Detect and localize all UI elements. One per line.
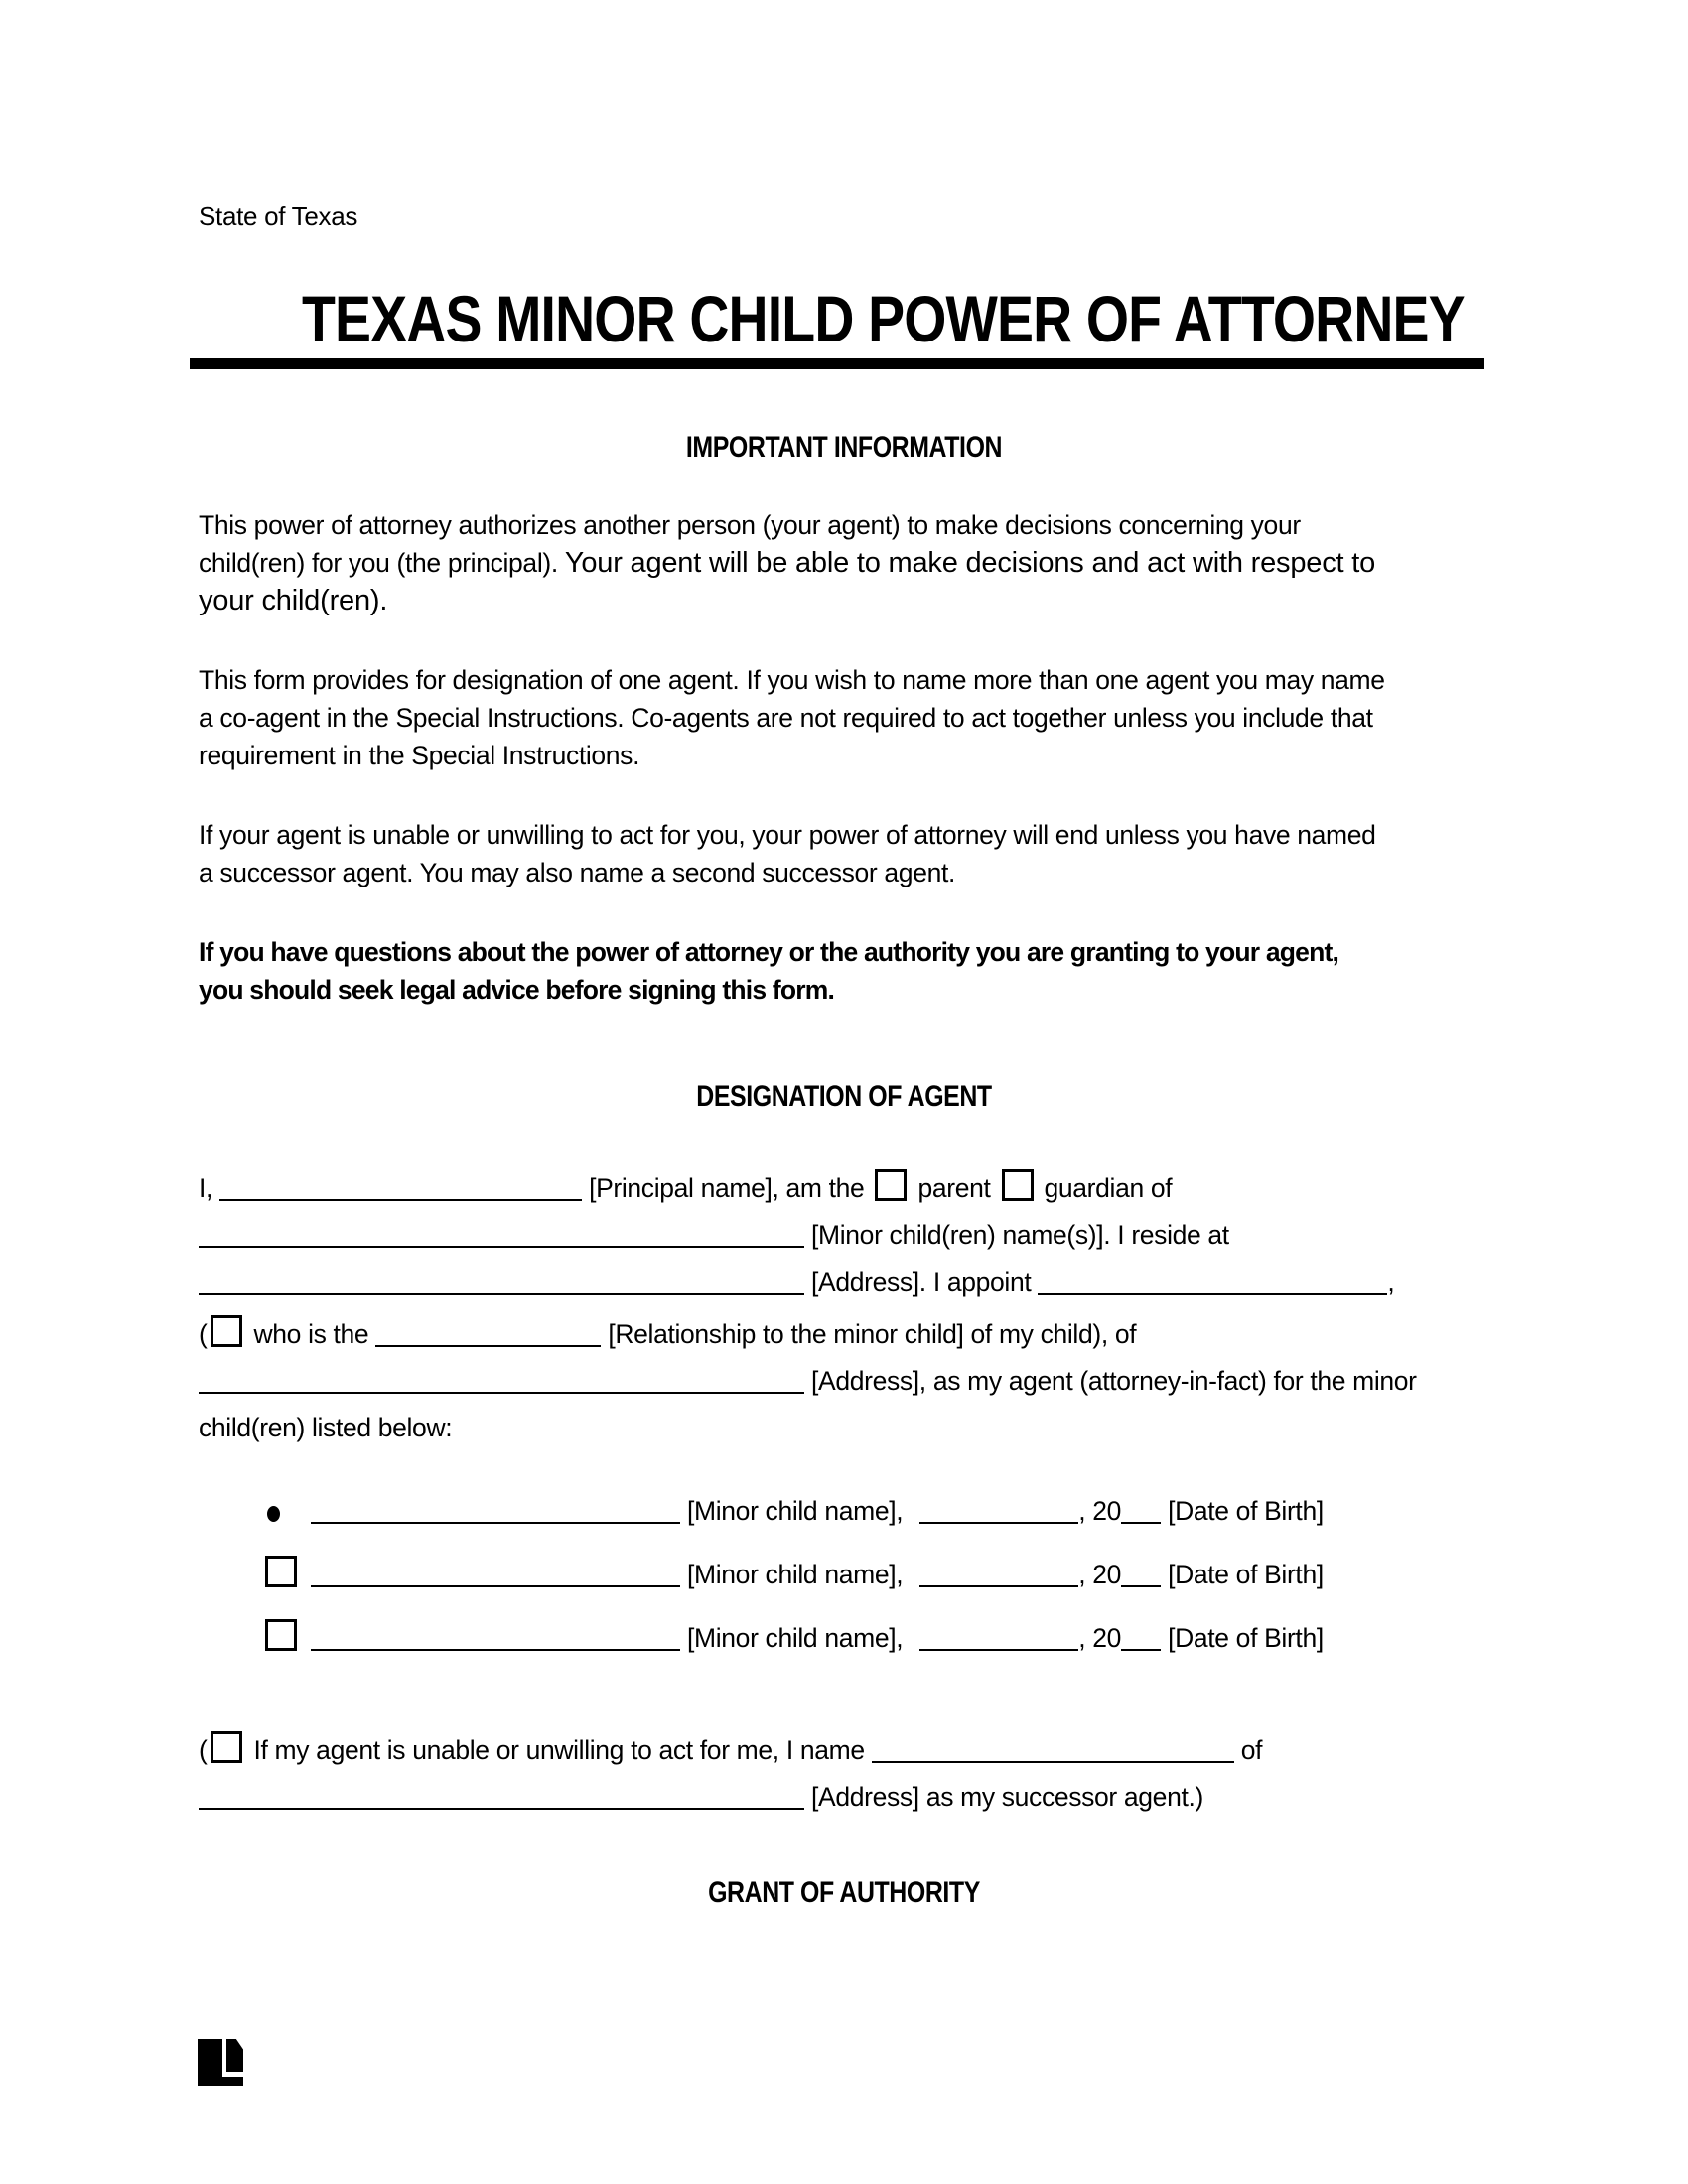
state-line: State of Texas [199,202,358,231]
guardian-checkbox[interactable] [1002,1169,1034,1201]
paragraph-line: If your agent is unable or unwilling to act for you, your power of attorney will end unless you have named [199,820,1376,850]
paragraph-line: If you have questions about the power of attorney or the authority you are granting to your agent, [199,937,1339,967]
paragraph-segment: child(ren) for you (the principal). [199,548,558,578]
section-heading-grant-of-authority: GRANT OF AUTHORITY [708,1876,980,1909]
successor-address-line [199,1774,1489,1821]
paragraph-legal-advice [199,933,1489,1009]
row-marker [265,1555,311,1594]
minor-child-name-label: [Minor child name], [687,1560,904,1589]
paragraph-line: This form provides for designation of one agent. If you wish to name more than one agent you may name [199,665,1385,695]
principal-address-line [199,1259,1489,1305]
successor-open-paren: ( [199,1735,208,1765]
paragraph-line: This power of attorney authorizes another person (your agent) to make decisions concerning your [199,510,1301,540]
row-marker [265,1618,311,1658]
birth-date-blank[interactable] [919,1522,1078,1524]
birth-year-blank[interactable] [1121,1585,1161,1587]
relationship-label: [Relationship to the minor child] of my child), of [608,1319,1137,1349]
relationship-checkbox[interactable] [211,1315,242,1347]
date-of-birth-label: [Date of Birth] [1168,1496,1324,1526]
minor-children-names-label: [Minor child(ren) name(s)]. I reside at [811,1220,1229,1250]
paragraph-line [199,544,1489,582]
section-heading-designation-of-agent: DESIGNATION OF AGENT [696,1080,992,1113]
birth-date-blank[interactable] [919,1585,1078,1587]
appoint-comma: , [1387,1267,1395,1297]
row-marker [265,1491,311,1531]
parent-label: parent [917,1173,991,1203]
birth-year-blank[interactable] [1121,1522,1161,1524]
paragraph-line: your child(ren). [199,585,388,616]
successor-agent-name-blank[interactable] [872,1761,1234,1763]
logo-l-base [198,2077,243,2086]
designation-block [199,1165,1489,1451]
minor-child-row [199,1555,1489,1594]
relationship-line [199,1311,1489,1358]
minor-child-row [199,1618,1489,1658]
year-prefix: , 20 [1078,1496,1122,1526]
paragraph-segment: Your agent will be able to make decisions and act with respect to [564,547,1375,579]
children-listed-line: child(ren) listed below: [199,1413,453,1442]
successor-agent-block [199,1727,1489,1821]
principal-address-blank[interactable] [199,1293,804,1295]
who-is-the-label: who is the [253,1319,369,1349]
successor-address-label: [Address] as my successor agent.) [811,1782,1203,1812]
paragraph-line: you should seek legal advice before signing this form. [199,975,835,1005]
bullet-dot-icon [267,1506,280,1522]
minor-child-checkbox[interactable] [265,1619,297,1651]
minor-children-list [199,1491,1489,1658]
document-title: TEXAS MINOR CHILD POWER OF ATTORNEY [302,282,1465,355]
agent-address-blank[interactable] [199,1392,804,1394]
successor-address-blank[interactable] [199,1808,804,1810]
birth-year-blank[interactable] [1121,1649,1161,1651]
year-prefix: , 20 [1078,1623,1122,1653]
paragraph-successor-notice [199,816,1489,891]
agent-name-blank[interactable] [1038,1293,1387,1295]
legal-templates-logo [198,2039,243,2086]
successor-agent-checkbox[interactable] [211,1731,242,1763]
section-heading-important-information: IMPORTANT INFORMATION [685,431,1003,464]
minor-child-checkbox[interactable] [265,1556,297,1587]
minor-children-names-line [199,1212,1489,1259]
guardian-label: guardian of [1044,1173,1173,1203]
address-appoint-label: [Address]. I appoint [811,1267,1032,1297]
year-prefix: , 20 [1078,1560,1122,1589]
logo-page-icon [226,2039,243,2072]
title-underline [190,358,1484,369]
minor-child-name-blank[interactable] [311,1649,680,1651]
relationship-open-paren: ( [199,1319,208,1349]
successor-of-label: of [1240,1735,1263,1765]
minor-child-row [199,1491,1489,1531]
minor-child-name-label: [Minor child name], [687,1496,904,1526]
date-of-birth-label: [Date of Birth] [1168,1560,1324,1589]
paragraph-line: requirement in the Special Instructions. [199,741,640,770]
minor-children-names-blank[interactable] [199,1246,804,1248]
principal-line-prefix: I, [199,1173,213,1203]
paragraph-authorization [199,506,1489,619]
parent-checkbox[interactable] [875,1169,907,1201]
agent-address-label: [Address], as my agent (attorney-in-fact) for the minor [811,1366,1417,1396]
principal-name-blank[interactable] [219,1199,582,1201]
birth-date-blank[interactable] [919,1649,1078,1651]
successor-agent-text: If my agent is unable or unwilling to act for me, I name [253,1735,865,1765]
paragraph-line: a co-agent in the Special Instructions. Co-agents are not required to act together unless you include that [199,703,1373,733]
principal-line [199,1165,1489,1212]
minor-child-name-blank[interactable] [311,1585,680,1587]
agent-address-line [199,1358,1489,1405]
date-of-birth-label: [Date of Birth] [1168,1623,1324,1653]
paragraph-line: a successor agent. You may also name a second successor agent. [199,858,955,887]
minor-child-name-label: [Minor child name], [687,1623,904,1653]
relationship-blank[interactable] [375,1345,601,1347]
principal-line-suffix: [Principal name], am the [589,1173,865,1203]
paragraph-one-agent [199,661,1489,774]
minor-child-name-blank[interactable] [311,1522,680,1524]
successor-agent-line [199,1727,1489,1774]
